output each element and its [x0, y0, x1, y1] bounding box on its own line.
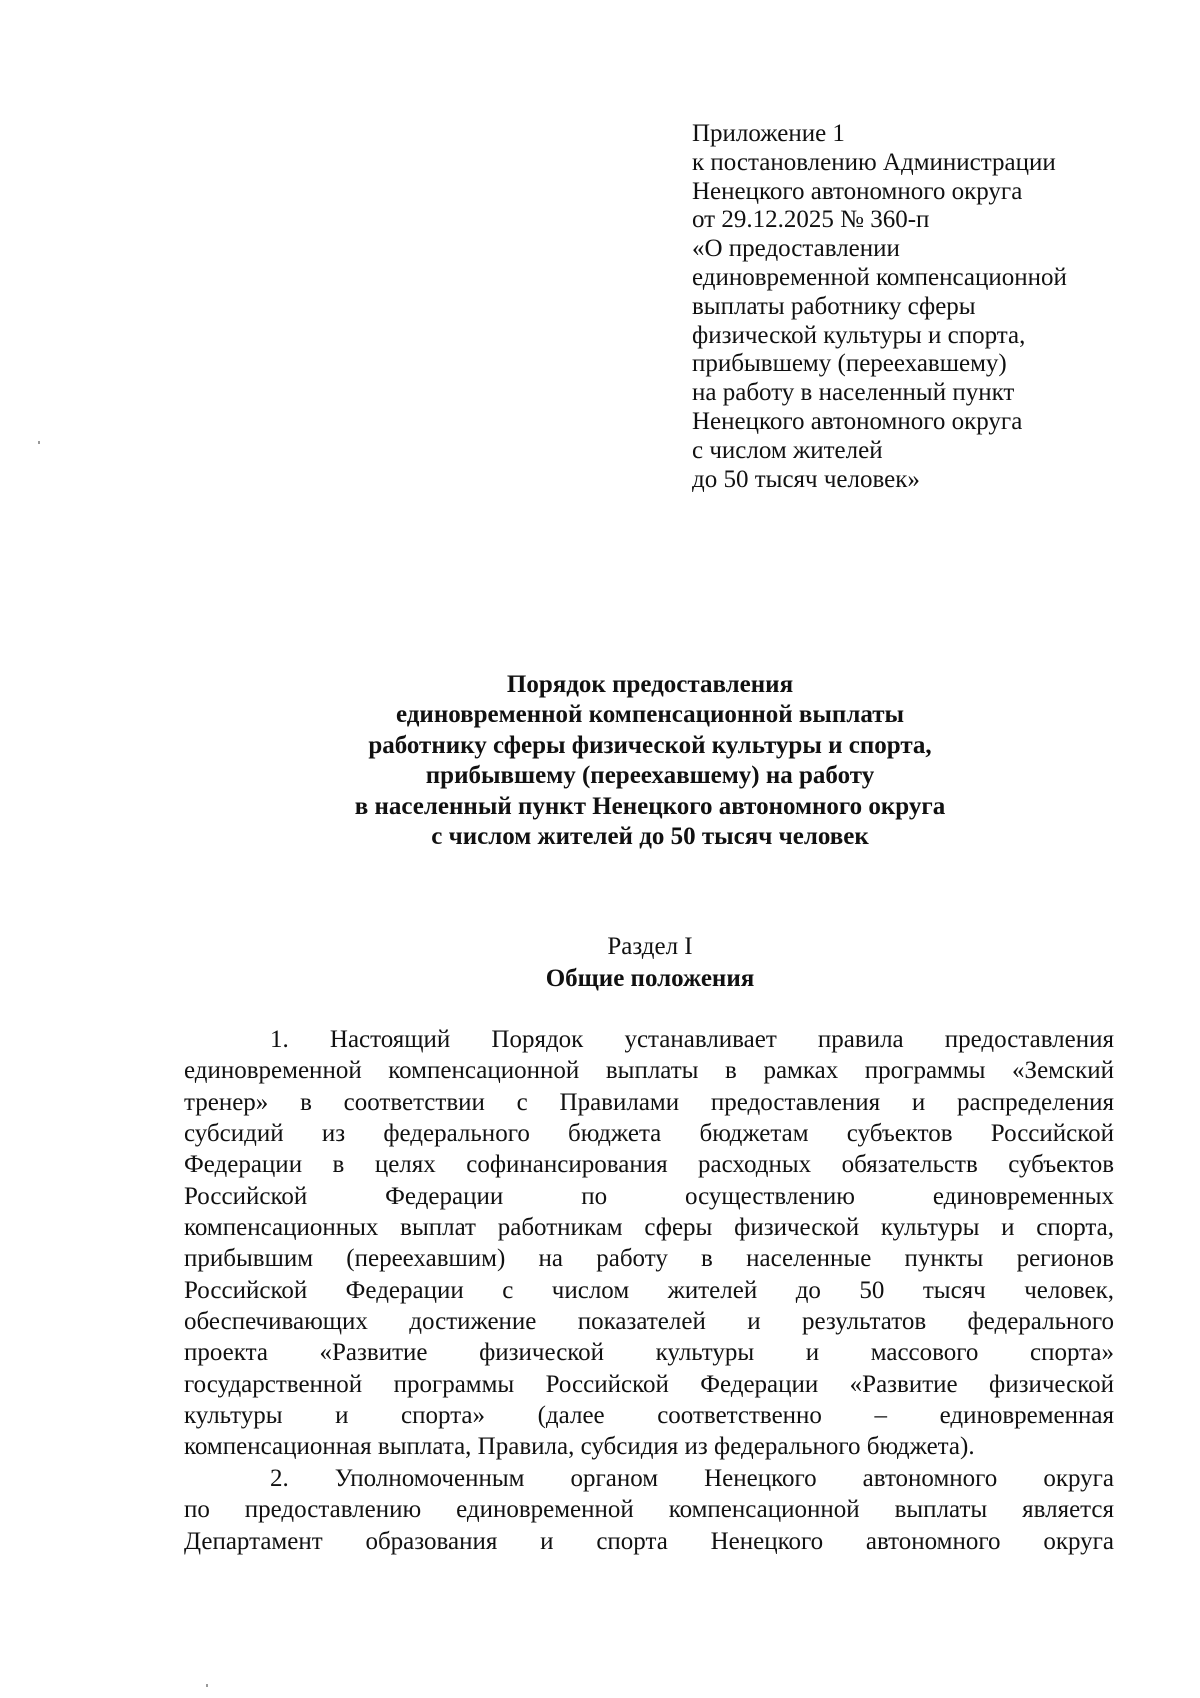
scan-speck — [38, 441, 40, 444]
annex-line: к постановлению Администрации — [692, 148, 1056, 176]
annex-line: выплаты работнику сферы — [692, 292, 976, 320]
annex-line: физической культуры и спорта, — [692, 321, 1026, 349]
title-line: с числом жителей до 50 тысяч человек — [431, 823, 869, 851]
paragraph-line: Российской Федерации по осуществлению единовременных — [184, 1182, 1114, 1210]
paragraph-line: обеспечивающих достижение показателей и результатов федерального — [184, 1308, 1114, 1336]
section-number: Раздел I — [607, 933, 693, 960]
paragraph-line: культуры и спорта» (далее соответственно – единовременная — [184, 1402, 1114, 1430]
paragraph-line: по предоставлению единовременной компенсационной выплаты является — [184, 1496, 1114, 1524]
title-line: Порядок предоставления — [506, 671, 794, 698]
annex-line: прибывшему (переехавшему) — [692, 350, 1007, 378]
title-line: работнику сферы физической культуры и спорта, — [368, 731, 932, 759]
body-text — [184, 1024, 1114, 1557]
scan-speck — [206, 1684, 208, 1687]
section-heading: Общие положения — [545, 965, 755, 992]
paragraph-line: компенсационная выплата, Правила, субсидия из федерального бюджета). — [184, 1433, 975, 1461]
annex-line: до 50 тысяч человек» — [692, 465, 920, 493]
paragraph-line: Федерации в целях софинансирования расходных обязательств субъектов — [184, 1151, 1114, 1179]
title-line: единовременной компенсационной выплаты — [396, 701, 904, 729]
title-line: прибывшему (переехавшему) на работу — [425, 762, 875, 790]
paragraph-line: компенсационных выплат работникам сферы физической культуры и спорта, — [184, 1214, 1114, 1242]
annex-line: от 29.12.2025 № 360-п — [692, 206, 930, 234]
annex-line: с числом жителей — [692, 436, 883, 464]
annex-line: «О предоставлении — [692, 235, 900, 263]
paragraph-line: 1. Настоящий Порядок устанавливает правила предоставления — [270, 1026, 1114, 1053]
paragraph-line: 2. Уполномоченным органом Ненецкого автономного округа — [270, 1464, 1114, 1492]
title-line: в населенный пункт Ненецкого автономного округа — [354, 792, 946, 820]
annex-line: единовременной компенсационной — [692, 263, 1067, 291]
annex-line: Ненецкого автономного округа — [692, 177, 1023, 205]
paragraph-line: государственной программы Российской Федерации «Развитие физической — [184, 1370, 1114, 1398]
paragraph-line: прибывшим (переехавшим) на работу в населенные пункты регионов — [184, 1245, 1114, 1273]
paragraph-line: Департамент образования и спорта Ненецкого автономного округа — [184, 1527, 1114, 1555]
paragraph-line: субсидий из федерального бюджета бюджетам субъектов Российской — [184, 1120, 1114, 1148]
annex-line: на работу в населенный пункт — [692, 379, 1015, 407]
paragraph-line: Российской Федерации с числом жителей до 50 тысяч человек, — [184, 1276, 1114, 1304]
annex-block — [692, 120, 1132, 494]
paragraph-line: единовременной компенсационной выплаты в рамках программы «Земский — [184, 1057, 1114, 1085]
paragraph-line: тренер» в соответствии с Правилами предоставления и распределения — [184, 1088, 1114, 1116]
annex-line: Ненецкого автономного округа — [692, 407, 1023, 435]
paragraph-line: проекта «Развитие физической культуры и массового спорта» — [184, 1339, 1114, 1367]
document-title — [180, 670, 1120, 852]
annex-line: Приложение 1 — [692, 120, 845, 147]
